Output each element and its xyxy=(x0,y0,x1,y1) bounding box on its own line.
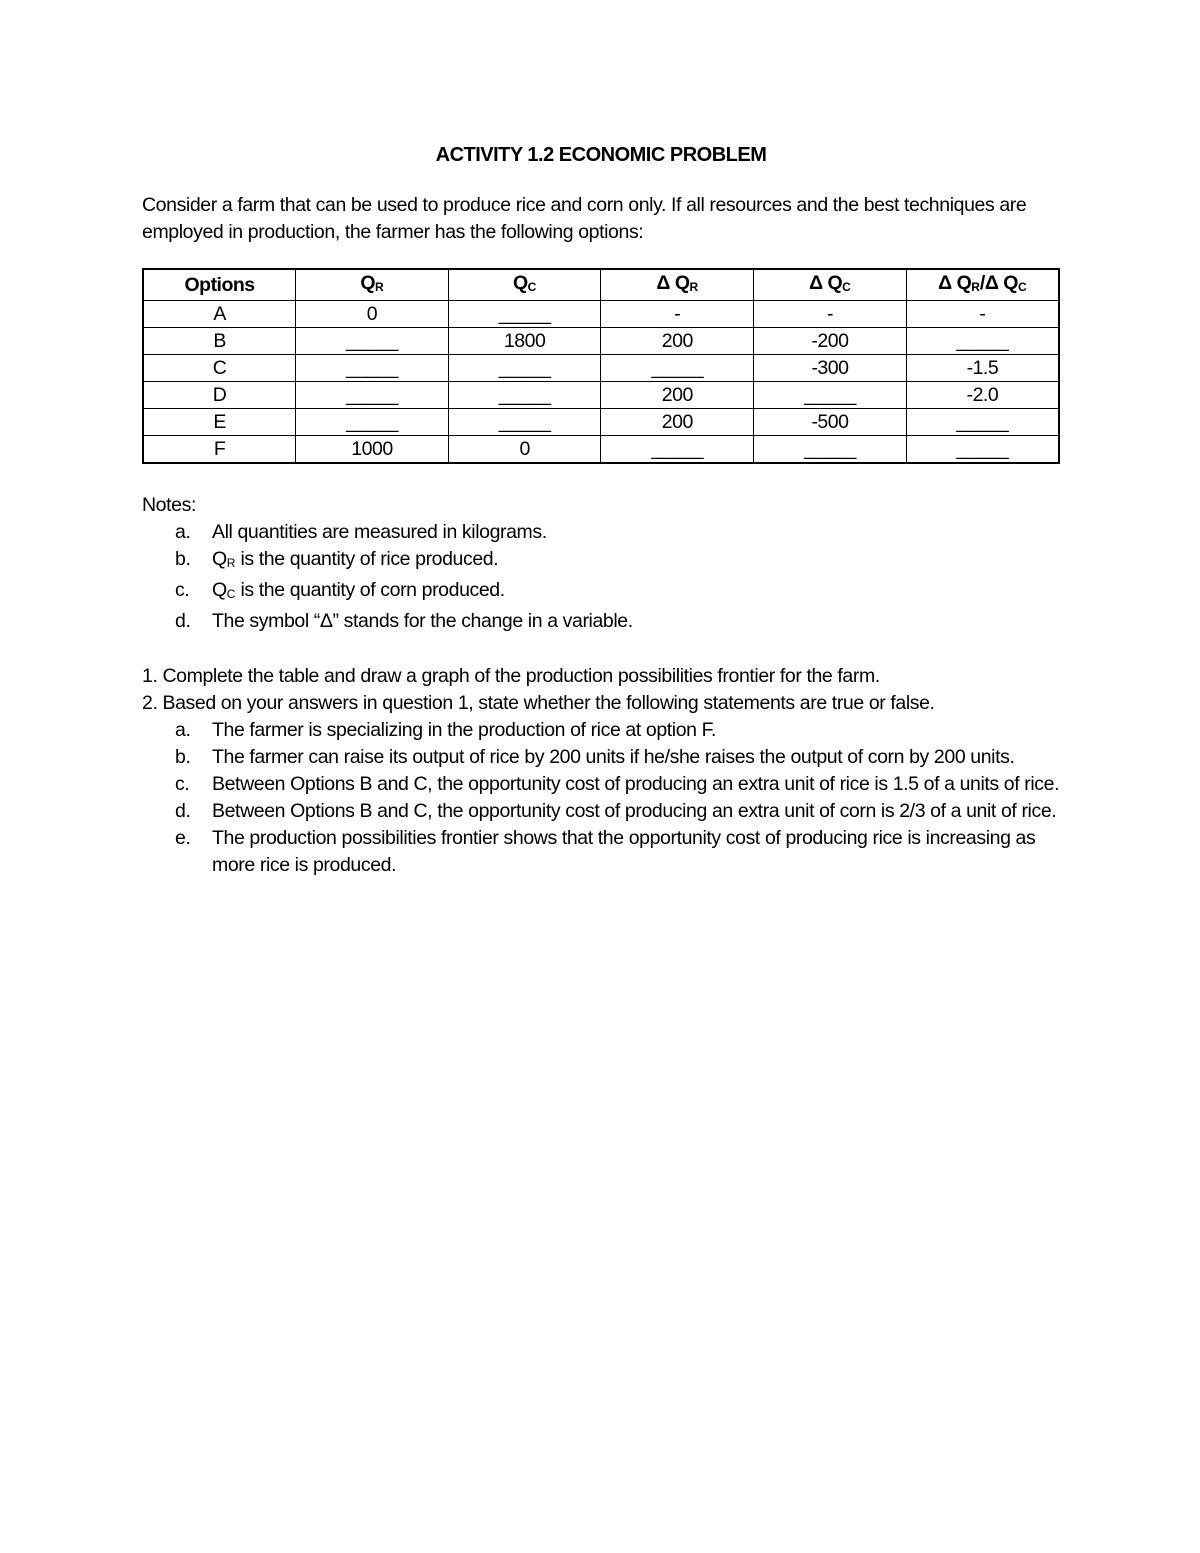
table-row xyxy=(143,436,1059,464)
header-subscript: C xyxy=(842,280,851,294)
table-cell: F xyxy=(143,436,296,464)
table-cell: A xyxy=(143,301,296,328)
table-cell: _____ xyxy=(448,301,601,328)
table-cell: _____ xyxy=(906,328,1059,355)
list-item xyxy=(142,519,1060,546)
table-cell: -300 xyxy=(754,355,907,382)
table-cell: -200 xyxy=(754,328,907,355)
list-marker: d. xyxy=(175,800,191,822)
header-text: Δ Q xyxy=(809,272,843,294)
note-subscript: R xyxy=(226,556,236,570)
header-text: Q xyxy=(360,272,375,294)
header-qr xyxy=(296,269,449,301)
list-item xyxy=(142,771,1060,798)
table-cell: 1800 xyxy=(448,328,601,355)
list-item xyxy=(142,717,1060,744)
note-variable: Q xyxy=(212,579,227,601)
list-marker: a. xyxy=(175,521,191,543)
header-options xyxy=(143,269,296,301)
table-cell: B xyxy=(143,328,296,355)
table-cell: C xyxy=(143,355,296,382)
document-title: ACTIVITY 1.2 ECONOMIC PROBLEM xyxy=(435,144,767,166)
table-cell: 0 xyxy=(296,301,449,328)
statement-text: Between Options B and C, the opportunity cost of producing an extra unit of rice is 1.5 of a units of rice. xyxy=(212,773,1060,795)
statement-text: The farmer is specializing in the production of rice at option F. xyxy=(212,719,717,741)
list-marker: c. xyxy=(175,773,190,795)
table-row xyxy=(143,328,1059,355)
table-cell: _____ xyxy=(448,409,601,436)
note-text: is the quantity of corn produced. xyxy=(235,579,505,601)
question-1: 1. Complete the table and draw a graph of the production possibilities frontier for the farm. xyxy=(142,665,880,687)
table-row xyxy=(143,382,1059,409)
list-item xyxy=(142,825,1060,879)
statement-text: The farmer can raise its output of rice by 200 units if he/she raises the output of corn by 200 units. xyxy=(212,746,1015,768)
question-2: 2. Based on your answers in question 1, state whether the following statements are true or false. xyxy=(142,692,935,714)
table-cell: _____ xyxy=(601,436,754,464)
header-text: Options xyxy=(184,274,255,296)
header-qc xyxy=(448,269,601,301)
header-subscript: C xyxy=(527,280,537,294)
header-subscript: R xyxy=(689,280,699,294)
header-subscript: C xyxy=(1017,280,1027,294)
list-item xyxy=(142,798,1060,825)
list-marker: d. xyxy=(175,610,191,632)
table-cell: _____ xyxy=(906,409,1059,436)
header-text: /Δ Q xyxy=(979,272,1018,294)
list-item xyxy=(142,546,1060,577)
table-cell: 200 xyxy=(601,409,754,436)
header-text: Δ Q xyxy=(656,272,690,294)
table-cell: _____ xyxy=(601,355,754,382)
table-cell: _____ xyxy=(296,355,449,382)
table-cell: - xyxy=(906,301,1059,328)
list-marker: a. xyxy=(175,719,191,741)
table-cell: _____ xyxy=(296,409,449,436)
note-text: The symbol “Δ” stands for the change in a variable. xyxy=(212,610,633,632)
table-cell: _____ xyxy=(754,382,907,409)
table-cell: - xyxy=(601,301,754,328)
list-item xyxy=(142,577,1060,608)
header-text: Q xyxy=(512,272,528,294)
table-cell: 200 xyxy=(601,328,754,355)
notes-label: Notes: xyxy=(142,494,196,516)
table-header-row xyxy=(143,269,1059,301)
header-subscript: R xyxy=(971,280,980,294)
note-text: is the quantity of rice produced. xyxy=(235,548,499,570)
table-cell: D xyxy=(143,382,296,409)
table-row xyxy=(143,409,1059,436)
note-subscript: C xyxy=(226,587,236,601)
statements-list xyxy=(142,717,1060,879)
table-cell: _____ xyxy=(448,355,601,382)
statement-text: Between Options B and C, the opportunity cost of producing an extra unit of corn is 2/3 of a unit of rice. xyxy=(212,800,1057,822)
table-cell: E xyxy=(143,409,296,436)
table-cell: - xyxy=(754,301,907,328)
table-cell: _____ xyxy=(906,436,1059,464)
intro-paragraph: Consider a farm that can be used to produce rice and corn only. If all resources and the best techniques are employed in production, the farmer has the following options: xyxy=(142,194,1027,243)
table-cell: _____ xyxy=(754,436,907,464)
notes-list xyxy=(142,519,1060,635)
list-marker: e. xyxy=(175,827,191,849)
header-delta-qc xyxy=(754,269,907,301)
options-table xyxy=(142,268,1060,464)
list-marker: b. xyxy=(175,746,191,768)
table-cell: -1.5 xyxy=(906,355,1059,382)
list-item xyxy=(142,744,1060,771)
header-ratio xyxy=(906,269,1059,301)
table-row xyxy=(143,355,1059,382)
header-subscript: R xyxy=(374,280,384,294)
statement-text: The production possibilities frontier shows that the opportunity cost of producing rice is increasing as more rice is produced. xyxy=(212,827,1036,876)
table-cell: -500 xyxy=(754,409,907,436)
table-cell: 0 xyxy=(448,436,601,464)
note-variable: Q xyxy=(212,548,227,570)
list-item xyxy=(142,608,1060,635)
table-cell: 200 xyxy=(601,382,754,409)
list-marker: c. xyxy=(175,579,190,601)
table-cell: _____ xyxy=(448,382,601,409)
table-cell: _____ xyxy=(296,382,449,409)
header-delta-qr xyxy=(601,269,754,301)
table-cell: _____ xyxy=(296,328,449,355)
table-cell: 1000 xyxy=(296,436,449,464)
header-text: Δ Q xyxy=(938,272,972,294)
document-page xyxy=(142,140,1060,879)
note-text: All quantities are measured in kilograms. xyxy=(212,521,547,543)
table-row xyxy=(143,301,1059,328)
table-cell: -2.0 xyxy=(906,382,1059,409)
list-marker: b. xyxy=(175,548,191,570)
